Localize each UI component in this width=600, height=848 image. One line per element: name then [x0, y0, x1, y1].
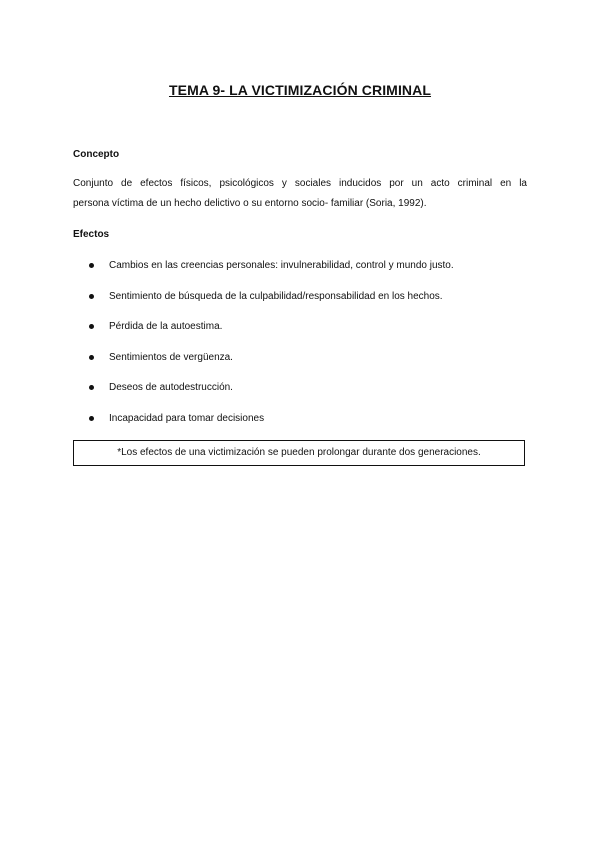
list-item — [73, 348, 533, 379]
bullet-icon — [89, 385, 94, 390]
page-title: TEMA 9- LA VICTIMIZACIÓN CRIMINAL — [168, 82, 432, 98]
bullet-icon — [89, 294, 94, 299]
list-item-text: Sentimiento de búsqueda de la culpabilidad/responsabilidad en los hechos. — [109, 290, 443, 302]
list-item — [73, 256, 533, 287]
efectos-heading: Efectos — [73, 229, 110, 240]
efectos-list — [73, 256, 533, 440]
list-item — [73, 317, 533, 348]
bullet-icon — [89, 263, 94, 268]
list-item-text: Deseos de autodestrucción. — [109, 382, 233, 394]
concepto-heading: Concepto — [73, 149, 120, 160]
list-item-text: Pérdida de la autoestima. — [109, 321, 223, 333]
list-item — [73, 409, 533, 440]
concepto-line-2: persona víctima de un hecho delictivo o su entorno socio- familiar (Soria, 1992). — [73, 198, 427, 209]
concepto-text — [73, 174, 527, 214]
note-box: *Los efectos de una victimización se pueden prolongar durante dos generaciones. — [73, 440, 525, 466]
bullet-icon — [89, 416, 94, 421]
list-item — [73, 378, 533, 409]
bullet-icon — [89, 355, 94, 360]
list-item-text: Cambios en las creencias personales: invulnerabilidad, control y mundo justo. — [109, 260, 454, 271]
concepto-line-1: Conjunto de efectos físicos, psicológicos y sociales inducidos por un acto criminal en la — [73, 178, 527, 189]
bullet-icon — [89, 324, 94, 329]
list-item — [73, 287, 533, 318]
list-item-text: Sentimientos de vergüenza. — [109, 351, 233, 363]
list-item-text: Incapacidad para tomar decisiones — [109, 412, 265, 424]
